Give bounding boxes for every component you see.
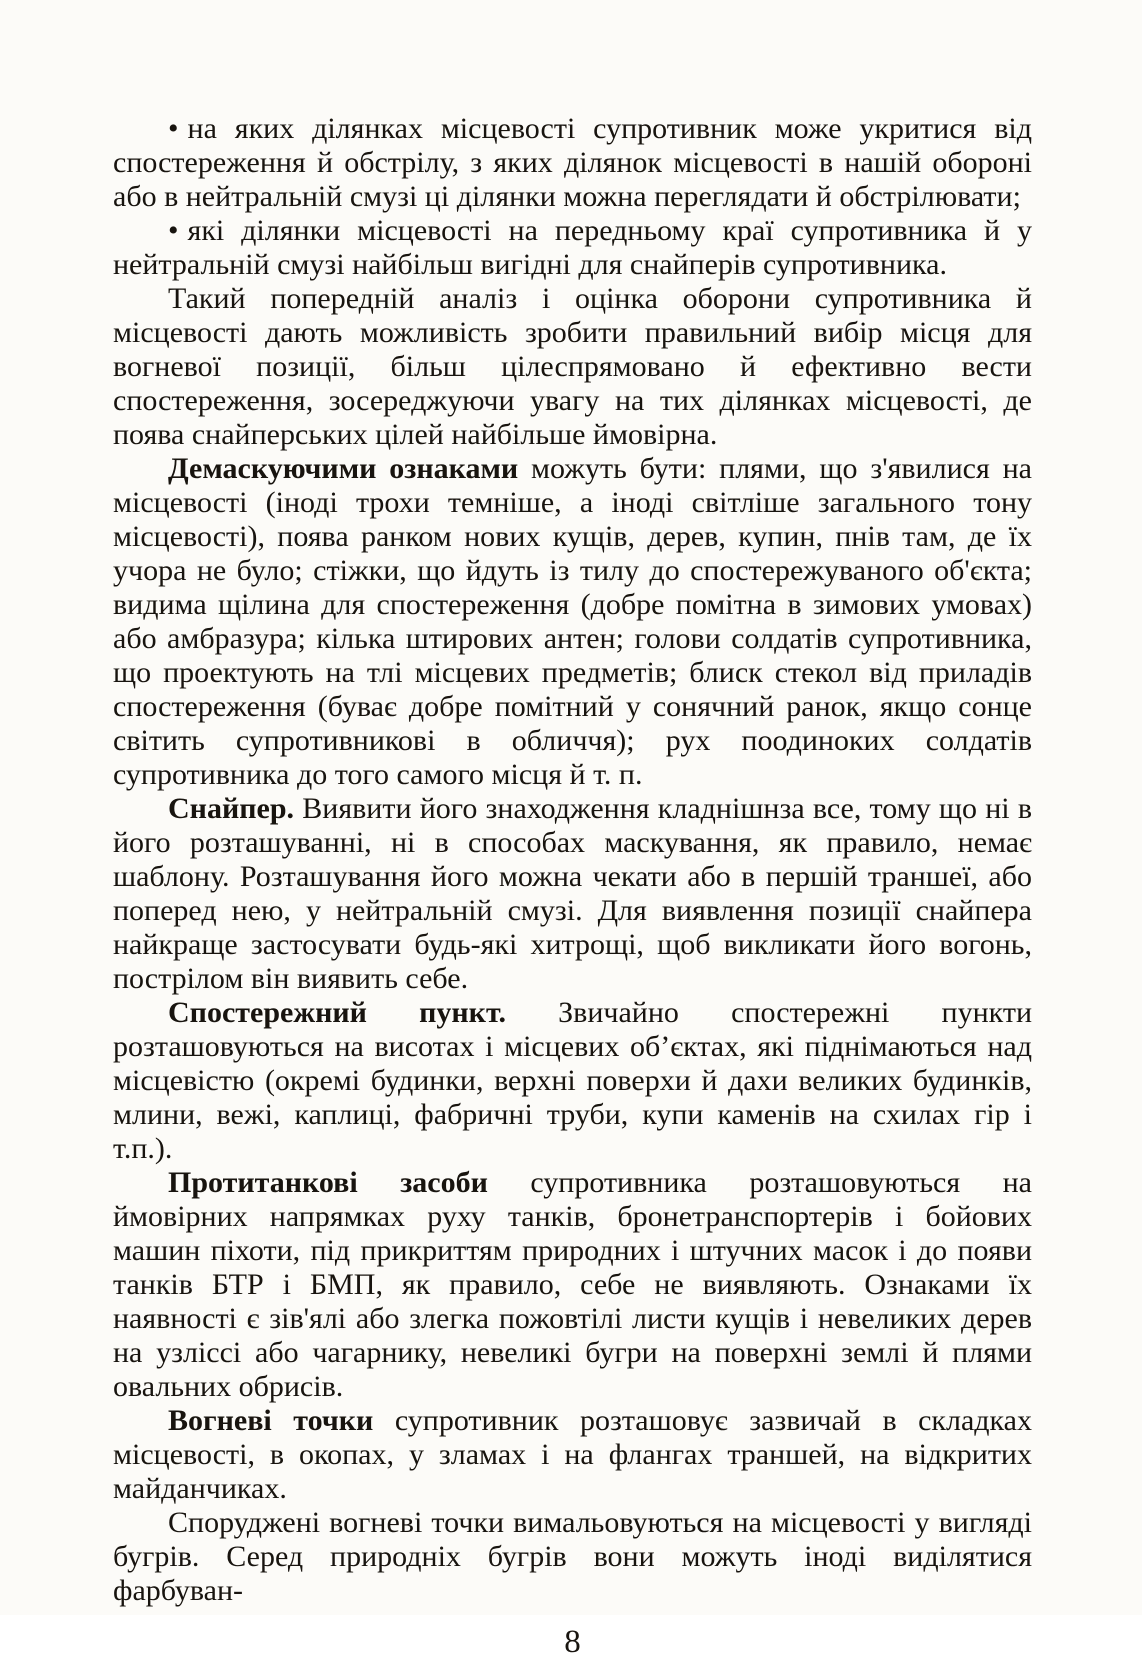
- paragraph-text: які ділянки місцевості на передньому краї супротивника й у нейтральній смузі найбільш вигідні для снайперів супротивника.: [113, 214, 1032, 281]
- paragraph: [113, 452, 1032, 792]
- paragraph-lead: Демаскуючими ознаками: [168, 452, 519, 485]
- paragraph-lead: Спостережний пункт.: [168, 996, 506, 1029]
- paragraph-text: на яких ділянках місцевості супротивник може укритися від спостереження й обстрілу, з яких ділянок місцевості в нашій обороні або в нейтральній смузі ці ділянки можна переглядати й обстрілювати;: [113, 112, 1032, 213]
- paragraph-text: можуть бути: плями, що з'явилися на місцевості (іноді трохи темніше, а іноді світліше загального тону місцевості), поява ранком нових кущів, дерев, купин, пнів там, де їх учора не було; стіжки, що йдуть із тилу до спостережуваного об'єкта; видима щілина для спостереження (добре помітна в зимових умовах) або амбразура; кілька штирових антен; голови солдатів супротивника, що проектують на тлі місцевих предметів; блиск стекол від приладів спостереження (буває добре помітний у сонячний ранок, якщо сонце світить супротивникові в обличчя); рух поодиноких солдатів супротивника до того самого місця й т. п.: [113, 452, 1032, 791]
- paragraph: [113, 792, 1032, 996]
- paragraph-text: Споруджені вогневі точки вимальовуються на місцевості у вигляді бугрів. Серед природніх бугрів вони можуть іноді виділятися фарбуван-: [113, 1506, 1032, 1607]
- paragraph-text: супротивника розташовуються на ймовірних напрямках руху танків, бронетранспортерів і бойових машин піхоти, під прикриттям природних і штучних масок і до появи танків БТР і БМП, як правило, себе не виявляють. Ознаками їх наявності є зів'ялі або злегка пожовтілі листи кущів і невеликих дерев на узліссі або чагарнику, невеликі бугри на поверхні землі й плями овальних обрисів.: [113, 1166, 1032, 1403]
- paragraph-text: супротивник розташовує зазвичай в складках місцевості, в окопах, у зламах і на флангах траншей, на відкритих майданчиках.: [113, 1404, 1032, 1505]
- text-block: [113, 112, 1032, 1608]
- paragraph: [113, 282, 1032, 452]
- bullet-marker: •: [168, 214, 179, 247]
- paragraph: [113, 996, 1032, 1166]
- page-number: 8: [564, 1624, 581, 1660]
- bullet-paragraph: [113, 112, 1032, 214]
- paragraph: [113, 1166, 1032, 1404]
- bullet-paragraph: [113, 214, 1032, 282]
- paragraph-lead: Снайпер.: [168, 792, 295, 825]
- paragraph-text: Звичайно спостережні пункти розташовуються на висотах і місцевих об’єктах, які піднімаються над місцевістю (окремі будинки, верхні поверхи й дахи великих будинків, млини, вежі, каплиці, фабричні труби, купи каменів на схилах гір і т.п.).: [113, 996, 1032, 1165]
- paragraph-lead: Вогневі точки: [168, 1404, 374, 1437]
- paragraph-text: Виявити його знаходження кладнішнза все, тому що ні в його розташуванні, ні в способах маскування, як правило, немає шаблону. Розташування його можна чекати або в першій траншеї, або поперед нею, у нейтральній смузі. Для виявлення позиції снайпера найкраще застосувати будь-які хитрощі, щоб викликати його вогонь, пострілом він виявить себе.: [113, 792, 1032, 995]
- paragraph: [113, 1404, 1032, 1506]
- bullet-marker: •: [168, 112, 179, 145]
- paragraph: [113, 1506, 1032, 1608]
- paragraph-text: Такий попередній аналіз і оцінка оборони супротивника й місцевості дають можливість зробити правильний вибір місця для вогневої позиції, більш цілеспрямовано й ефективно вести спостереження, зосереджуючи увагу на тих ділянках місцевості, де поява снайперських цілей найбільше ймовірна.: [113, 282, 1032, 451]
- paragraph-lead: Протитанкові засоби: [168, 1166, 488, 1199]
